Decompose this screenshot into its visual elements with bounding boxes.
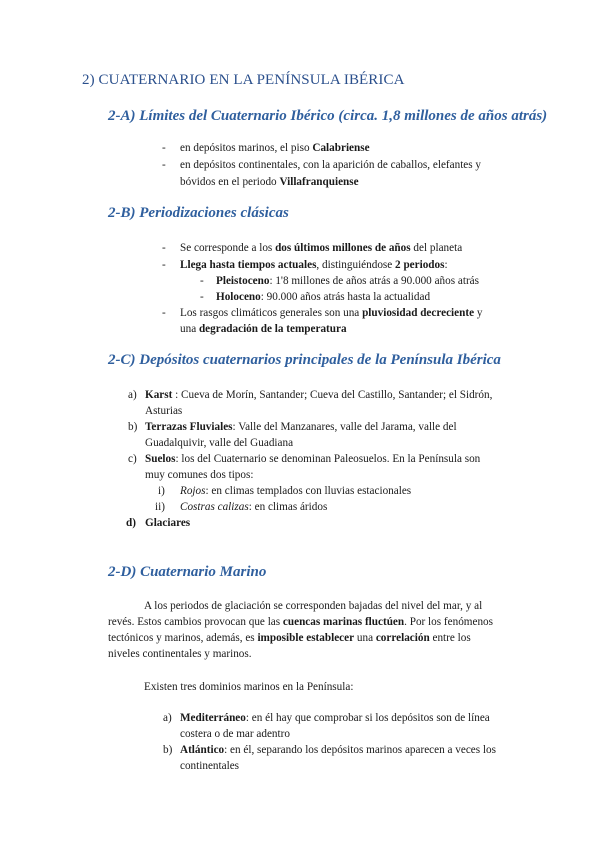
list-item: en depósitos marinos, el piso Calabriense bbox=[180, 142, 370, 154]
list-item-continuation: Asturias bbox=[145, 405, 183, 417]
list-item-continuation: costera o de mar adentro bbox=[180, 728, 290, 740]
paragraph-line: revés. Estos cambios provocan que las cuencas marinas fluctúen. Por los fenómenos bbox=[108, 616, 493, 628]
bullet-dash: - bbox=[162, 159, 166, 171]
list-item: en depósitos continentales, con la aparición de caballos, elefantes y bbox=[180, 159, 482, 171]
list-marker: a) bbox=[128, 389, 137, 401]
heading-2b: 2-B) Periodizaciones clásicas bbox=[108, 205, 289, 221]
list-item-continuation: Guadalquivir, valle del Guadiana bbox=[145, 437, 294, 449]
sub-list-item: Costras calizas: en climas áridos bbox=[180, 501, 328, 513]
list-marker: b) bbox=[128, 421, 138, 433]
heading-2d: 2-D) Cuaternario Marino bbox=[108, 564, 267, 580]
sub-list-item: Pleistoceno: 1'8 millones de años atrás a 90.000 años atrás bbox=[216, 275, 479, 287]
list-marker: a) bbox=[163, 712, 172, 724]
list-item: Suelos: los del Cuaternario se denominan Paleosuelos. En la Península son bbox=[145, 453, 481, 465]
list-item-continuation: continentales bbox=[180, 760, 240, 772]
sub-list-item: Rojos: en climas templados con lluvias estacionales bbox=[180, 485, 412, 497]
list-marker: i) bbox=[158, 485, 165, 497]
bullet-dash: - bbox=[162, 307, 166, 319]
section-title: 2) CUATERNARIO EN LA PENÍNSULA IBÉRICA bbox=[82, 72, 405, 88]
list-item: Glaciares bbox=[145, 517, 191, 529]
list-marker: ii) bbox=[155, 501, 165, 513]
heading-2a: 2-A) Límites del Cuaternario Ibérico (circa. 1,8 millones de años atrás) bbox=[108, 108, 548, 124]
paragraph-line: tectónicos y marinos, además, es imposible establecer una correlación entre los bbox=[108, 632, 471, 644]
list-item-continuation: muy comunes dos tipos: bbox=[145, 469, 254, 481]
bullet-dash: - bbox=[162, 259, 166, 271]
paragraph-line: Existen tres dominios marinos en la Península: bbox=[144, 681, 354, 693]
list-item: Terrazas Fluviales: Valle del Manzanares, valle del Jarama, valle del bbox=[145, 421, 457, 433]
list-item-continuation: una degradación de la temperatura bbox=[180, 323, 347, 335]
sub-list-item: Holoceno: 90.000 años atrás hasta la actualidad bbox=[216, 291, 431, 303]
paragraph-line: niveles continentales y marinos. bbox=[108, 648, 252, 660]
list-item: Llega hasta tiempos actuales, distinguiéndose 2 periodos: bbox=[180, 259, 448, 271]
paragraph-line: A los periodos de glaciación se corresponden bajadas del nivel del mar, y al bbox=[144, 600, 483, 612]
list-marker: c) bbox=[128, 453, 137, 465]
bullet-dash: - bbox=[162, 142, 166, 154]
list-item: Karst : Cueva de Morín, Santander; Cueva del Castillo, Santander; el Sidrón, bbox=[145, 389, 493, 401]
list-marker: d) bbox=[126, 517, 136, 529]
bullet-dash: - bbox=[162, 242, 166, 254]
list-item: Los rasgos climáticos generales son una pluviosidad decreciente y bbox=[180, 307, 483, 319]
list-item: Se corresponde a los dos últimos millones de años del planeta bbox=[180, 242, 463, 254]
list-marker: b) bbox=[163, 744, 173, 756]
list-item: Atlántico: en él, separando los depósitos marinos aparecen a veces los bbox=[180, 744, 496, 756]
bullet-dash: - bbox=[200, 275, 204, 287]
bullet-dash: - bbox=[200, 291, 204, 303]
list-item: Mediterráneo: en él hay que comprobar si los depósitos son de línea bbox=[180, 712, 490, 724]
heading-2c: 2-C) Depósitos cuaternarios principales de la Península Ibérica bbox=[108, 352, 501, 368]
list-item-continuation: bóvidos en el periodo Villafranquiense bbox=[180, 176, 359, 188]
